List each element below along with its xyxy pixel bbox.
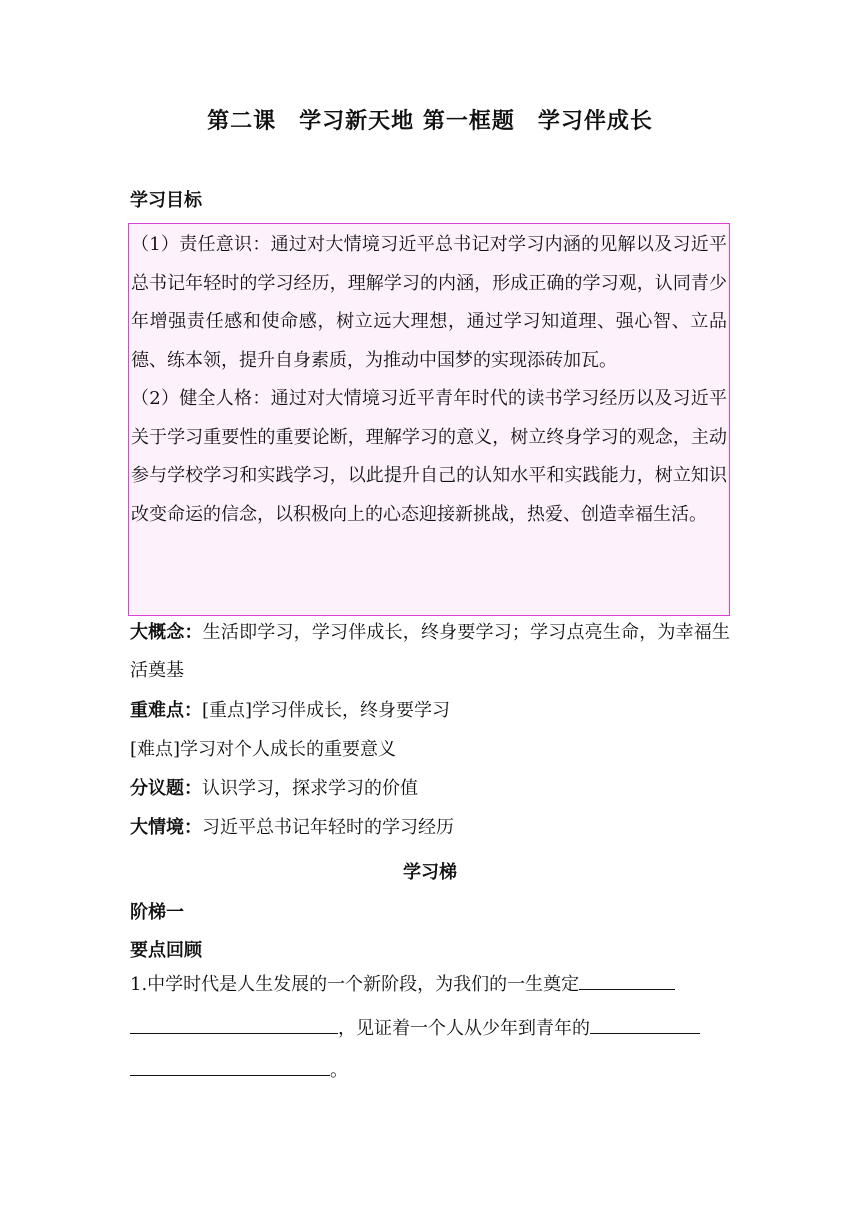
big-context xyxy=(130,809,730,847)
question-1-line-3 xyxy=(130,1052,730,1090)
review-heading: 要点回顾 xyxy=(130,940,202,961)
goal-item-2: （2）健全人格：通过对大情境习近平青年时代的读书学习经历以及习近平关于学习重要性的重要论断，理解学习的意义，树立终身学习的观念，主动参与学校学习和实践学习，以此提升自己的认知水平和实践能力，树立知识改变命运的信念，以积极向上的心态迎接新挑战，热爱、创造幸福生活。 xyxy=(131,388,727,525)
step-one-heading: 阶梯一 xyxy=(130,902,184,923)
big-concept-label: 大概念： xyxy=(130,622,203,643)
key-points-difficulty: [难点]学习对个人成长的重要意义 xyxy=(130,739,397,760)
question-1-part-3: 。 xyxy=(330,1060,348,1081)
goals-heading: 学习目标 xyxy=(130,190,202,211)
sub-topic-label: 分议题： xyxy=(130,778,202,799)
sub-topic-text: 认识学习，探求学习的价值 xyxy=(202,778,418,799)
learning-goals-box xyxy=(128,223,730,616)
big-context-text: 习近平总书记年轻时的学习经历 xyxy=(202,817,454,838)
key-points-label: 重难点： xyxy=(130,700,202,721)
ladder-heading: 学习梯 xyxy=(403,862,457,883)
goal-item-1: （1）责任意识：通过对大情境习近平总书记对学习内涵的见解以及习近平总书记年轻时的学习经历，理解学习的内涵，形成正确的学习观，认同青少年增强责任感和使命感，树立远大理想，通过学习知道理、强心智、立品德、练本领，提升自身素质，为推动中国梦的实现添砖加瓦。 xyxy=(131,234,727,371)
question-1-line-1 xyxy=(130,966,730,1004)
answer-blank-2-cont[interactable] xyxy=(130,1055,330,1076)
question-1-line-2 xyxy=(130,1010,730,1048)
sub-topic xyxy=(130,770,730,808)
answer-blank-1-cont[interactable] xyxy=(130,1013,338,1034)
big-concept xyxy=(130,614,730,690)
question-1-part-1: 1.中学时代是人生发展的一个新阶段，为我们的一生奠定 xyxy=(130,974,580,995)
question-1-part-2: ，见证着一个人从少年到青年的 xyxy=(338,1018,590,1039)
big-context-label: 大情境： xyxy=(130,817,202,838)
big-concept-text: 生活即学习，学习伴成长，终身要学习；学习点亮生命，为幸福生活奠基 xyxy=(130,622,730,681)
answer-blank-2[interactable] xyxy=(590,1013,700,1034)
answer-blank-1[interactable] xyxy=(579,969,675,990)
key-points-focus: [重点]学习伴成长，终身要学习 xyxy=(202,700,451,721)
page-title: 第二课 学习新天地 第一框题 学习伴成长 xyxy=(207,109,653,134)
key-points xyxy=(130,692,730,730)
